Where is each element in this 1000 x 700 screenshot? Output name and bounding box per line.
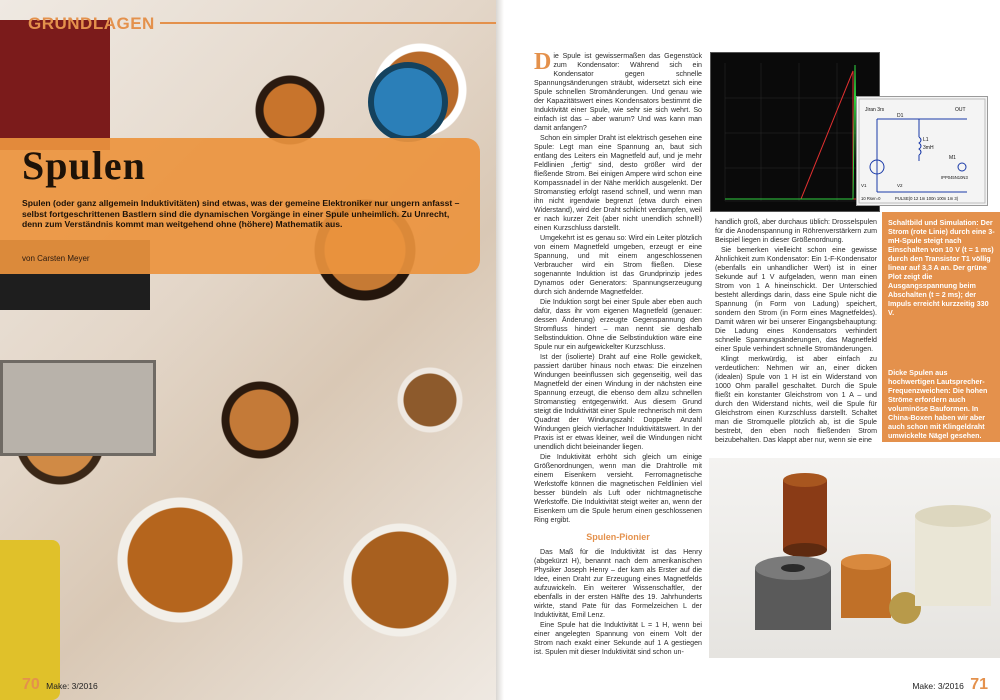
schematic: [856, 96, 988, 206]
photo-transformer: [0, 360, 156, 456]
section-rule: [160, 22, 496, 24]
paragraph: Die Induktivität erhöht sich gleich um einige Größenordnungen, wenn man die Drahtrolle mit einem Eisenkern versieht. Ferromagnetische Werkstoffe können die magnetischen Feldlinien viel besser bündeln als Luft oder nichtmagnetische Werkstoffe. Die Induktivität steigt weiter an, wenn der Eisenkern um die Spule herum einen geschlossenen Ring ergibt.: [534, 453, 702, 524]
gutter: [496, 0, 504, 700]
caption-simulation: Schaltbild und Simulation: Der Strom (rote Linie) durch eine 3-mH-Spule steigt nach Einschalten von 10 V (t = 1 ms) durch den Transistor T1 völlig linear auf 3,3 A an. Der grüne Plot zeigt die Ausgangsspannung beim Abschalten (t = 2 ms); der Impuls erreicht kurzzeitig 330 V.: [888, 218, 995, 317]
text-column-1: [534, 49, 702, 658]
paragraph: Das Maß für die Induktivität ist das Henry (abgekürzt H), benannt nach dem amerikanischen Physiker Joseph Henry – der kam als Erster auf die Idee, einen Draht zur Erzeugung eines Magnetfelds aufzuwickeln. Ein weiterer Wissenschaftler, der ebenfalls in der ersten Hälfte des 19. Jahrhunderts wirkte, stand Pate für das Formelzeichen L der Induktivität, Emil Lenz.: [534, 548, 702, 619]
schematic-label-v2: V2: [897, 183, 903, 188]
right-issue: Make: 3/2016: [912, 681, 964, 691]
subheading: Spulen-Pionier: [586, 532, 650, 542]
article-title: Spulen: [22, 143, 146, 188]
schematic-label-out: OUT: [955, 107, 966, 113]
paragraph: Schon ein simpler Draht ist elektrisch gesehen eine Spule: Legt man eine Spannung an, baut sich entlang des Leiters ein Magnetfeld auf, und je mehr Feldlinien „fertig“ sind, desto größer wird der fließende Strom. Bei einigen Ampere wird schon eine Kompassnadel in der Nähe merklich ausgelenkt. Der Stromanstieg erfolgt rasend schnell, und wenn man ihn nicht irgendwie begrenzt (etwa durch einen Widerstand), wird der Draht schlicht verdampfen, weil er nach kurzer Zeit (aber nicht unendlich schnell!) einen Kurzschluss darstellt.: [534, 134, 702, 232]
section-label: GRUNDLAGEN: [28, 14, 155, 33]
left-footer: [22, 676, 98, 694]
section-header: [0, 0, 496, 36]
paragraph: handlich groß, aber durchaus üblich: Drosselspulen für die Anodenspannung in Röhrenverstärkern zum Beispiel liegen in dieser Größenordnung.: [715, 218, 877, 244]
schematic-label-l1-value: 3mH: [923, 145, 934, 151]
simulation-plot-graphic: [711, 53, 879, 211]
paragraph: Die Induktion sorgt bei einer Spule aber eben auch dafür, dass ihr vom eigenen Magnetfeld (genauer: dessen Änderung) erzeugte Gegenspannung den Stromfluss hindert – man nennt sie deshalb Selbstinduktion. Ohne die Selbstinduktion wäre eine Spule nur ein aufgewickelter Kurzschluss.: [534, 298, 702, 351]
schematic-label-d1: D1: [897, 113, 904, 119]
left-page-number: 70: [22, 676, 40, 693]
left-page: [0, 0, 496, 700]
schematic-label-pulse: PULSE(0 12 1m 100n 100n 1m 3): [895, 196, 959, 201]
paragraph: Eine Spule hat die Induktivität L = 1 H, wenn bei einer angelegten Spannung von einem Volt der Strom nach exakt einer Sekunde auf 1 A gestiegen ist. Spulen mit dieser Induktivität sind schon un-: [534, 621, 702, 656]
paragraph: ie Spule ist gewissermaßen das Gegenstück zum Kondensator: Während sich ein Kondensator gegen schnelle Spannungsänderungen sträubt, widersetzt sich eine Spule schnellen Stromänderungen. Und genau wie der Kapazitätswert eines Kondensators bestimmt die Induktivität einer Spule, wie sehr sie sich wehrt. So einfach ist das – aber warum? Und was kann man damit anfangen?: [534, 52, 702, 132]
photo-coils: [709, 458, 1000, 658]
left-issue: Make: 3/2016: [46, 681, 98, 691]
title-block: [0, 138, 480, 274]
schematic-label-m1-part: IPP045N10N3: [941, 175, 968, 180]
article-byline: von Carsten Meyer: [22, 254, 90, 263]
schematic-label-v-value: 10 Rser=0: [861, 196, 881, 201]
simulation-plot: [710, 52, 880, 212]
caption-sidebar: [882, 212, 1000, 442]
paragraph: Sie bemerken vielleicht schon eine gewisse Ähnlichkeit zum Kondensator: Ein 1-F-Kondensator (ebenfalls ein unhandlicher Wert) ist in einer Sekunde auf 1 V aufgeladen, wenn man einen Strom von 1 A hineinschickt. Der Unterschied besteht allerdings darin, dass eine Spule nicht die Spannung (in Form von Ladung) speichert, sondern den Strom (in Form eines Magnetfeldes). Damit wären wir bei unserer Eingangsbehauptung: Die Ladung eines Kondensators verhindert schnelle Spannungsänderungen, das Magnetfeld einer Spule verhindert schnelle Stromänderungen.: [715, 246, 877, 353]
dropcap: D: [534, 49, 552, 75]
schematic-graphic: [857, 97, 987, 205]
photo-red-component: [0, 20, 110, 150]
photo-blue-toroid: [368, 62, 448, 142]
paragraph: Klingt merkwürdig, ist aber einfach zu verdeutlichen: Nehmen wir an, einer dicken (idealen) Spule von 1 H ist ein Widerstand von 1000 Ohm parallel geschaltet. Durch die Spule fließt ein konstanter Gleichstrom von 1 A – und durch den Widerstand nichts, weil die Spule für Gleichstrom einen Kurzschluss darstellt. Schaltet man die Stromquelle plötzlich ab, ist die Spule bestrebt, den eben noch fließenden Strom beizubehalten. Das klappt aber nur, wenn sie eine: [715, 355, 877, 444]
right-page: [504, 0, 1000, 700]
caption-coils-photo: Dicke Spulen aus hochwertigen Lautsprecher-Frequenzweichen: Die hohen Ströme erfordern auch voluminöse Bauformen. In China-Boxen haben wir aber auch schon mit Klingeldraht umwickelte Nägel gesehen.: [888, 368, 988, 440]
text-column-2: [715, 218, 877, 446]
schematic-label-v1: V1: [861, 183, 867, 188]
right-footer: [912, 676, 988, 694]
schematic-label-m1: M1: [949, 155, 956, 161]
schematic-title: Jiran 3rs: [865, 107, 885, 113]
schematic-label-l1: L1: [923, 137, 929, 143]
paragraph: Umgekehrt ist es genau so: Wird ein Leiter plötzlich von einem Magnetfeld umgeben, erzeugt er eine Spannung, und mit einem angeschlossenen Verbraucher wird ein Strom fließen. Diese sogenannte Induktion ist das Grundprinzip jedes Dynamos oder Generators: Spannungserzeugung durch sich ändernde Magnetfelder.: [534, 234, 702, 296]
photo-coils-graphic: [709, 458, 1000, 658]
paragraph: Ist der (isolierte) Draht auf eine Rolle gewickelt, passiert darüber hinaus noch etwas: Die einzelnen Windungen beeinflussen sich gegenseitig, weil das Magnetfeld der einen Windung in der nächsten eine Spannung erzeugt, die ebenso dem allzu schnellen Stromanstieg entgegenwirkt. Aus diesem Grund steigt die Induktivität einer Spule rechnerisch mit dem Quadrat der Windungszahl: Doppelte Anzahl Windungen gleich vierfacher Induktivitätswert. In der Praxis ist er etwas kleiner, weil die Windungen nicht unendlich dicht beieinander liegen.: [534, 353, 702, 451]
right-page-number: 71: [970, 676, 988, 693]
article-lead: Spulen (oder ganz allgemein Induktivitäten) sind etwas, was der gemeine Elektroniker nur ungern anfasst – selbst fortgeschrittenen Bastlern sind die dynamischen Vorgänge in einer Spule unheimlich. Zu Unrecht, denn zum Verständnis kommt man weitgehend ohne (höhere) Mathematik aus.: [22, 198, 460, 230]
